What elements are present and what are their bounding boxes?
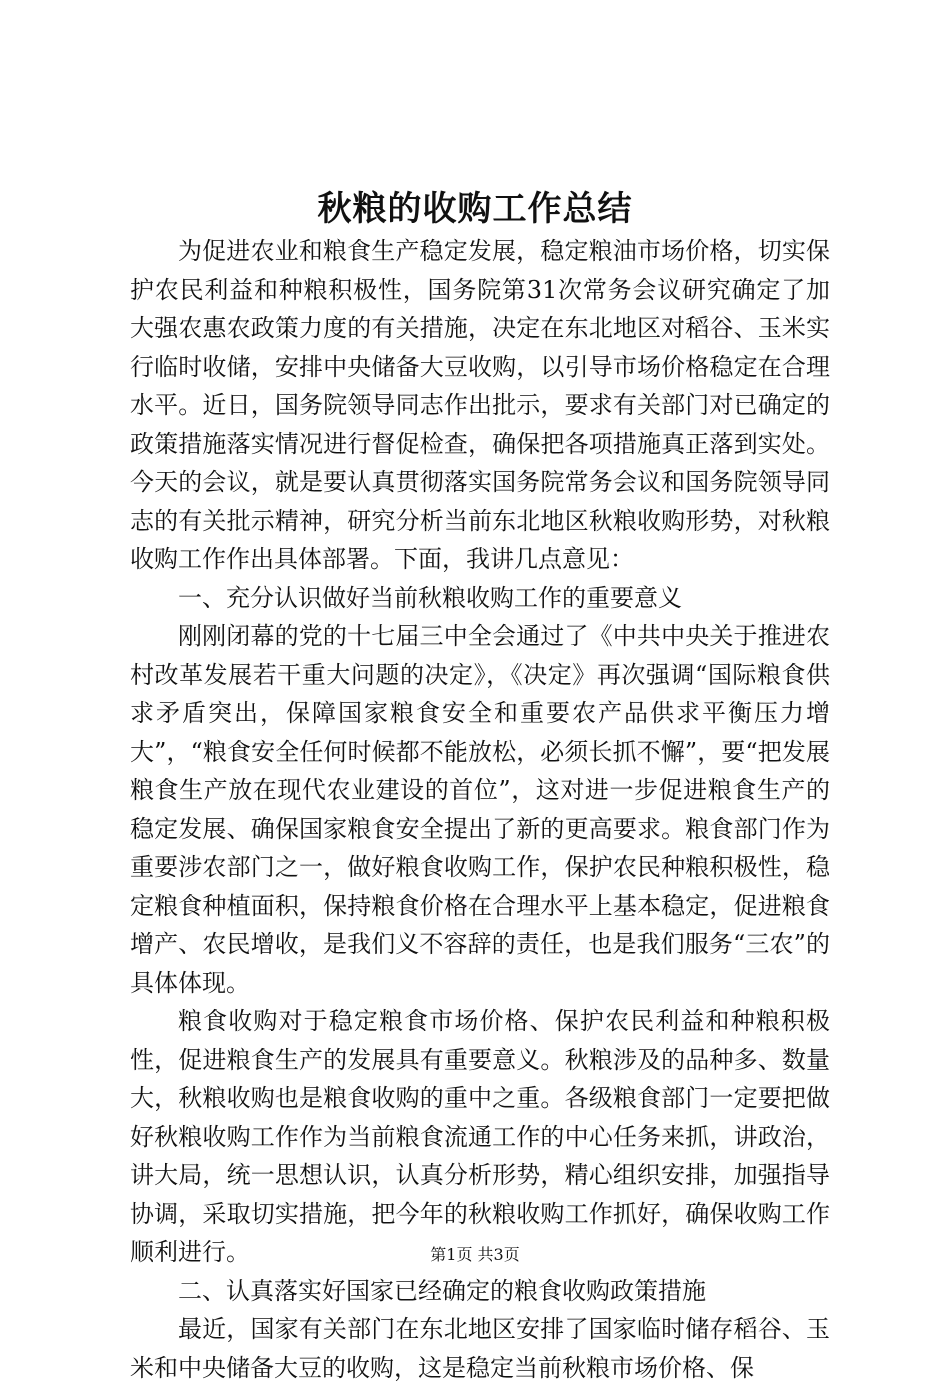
paragraph-intro: 为促进农业和粮食生产稳定发展，稳定粮油市场价格，切实保护农民利益和种粮积极性，国务院第31次常务会议研究确定了加大强农惠农政策力度的有关措施，决定在东北地区对稻谷、玉米实行临时收储，安排中央储备大豆收购，以引导市场价格稳定在合理水平。近日，国务院领导同志作出批示，要求有关部门对已确定的政策措施落实情况进行督促检查，确保把各项措施真正落到实处。今天的会议，就是要认真贯彻落实国务院常务会议和国务院领导同志的有关批示精神，研究分析当前东北地区秋粮收购形势，对秋粮收购工作作出具体部署。下面，我讲几点意见： <box>130 237 830 573</box>
section-heading-1: 一、充分认识做好当前秋粮收购工作的重要意义 <box>178 583 682 612</box>
section-heading-2: 二、认真落实好国家已经确定的粮食收购政策措施 <box>178 1276 706 1305</box>
page-footer: 第1页 共3页 <box>430 1245 520 1264</box>
paragraph-2: 粮食收购对于稳定粮食市场价格、保护农民利益和种粮积极性，促进粮食生产的发展具有重要意义。秋粮涉及的品种多、数量大，秋粮收购也是粮食收购的重中之重。各级粮食部门一定要把做好秋粮收购工作作为当前粮食流通工作的中心任务来抓，讲政治，讲大局，统一思想认识，认真分析形势，精心组织安排，加强指导协调，采取切实措施，把今年的秋粮收购工作抓好，确保收购工作顺利进行。 <box>130 1007 830 1266</box>
paragraph-1: 刚刚闭幕的党的十七届三中全会通过了《中共中央关于推进农村改革发展若干重大问题的决定》，《决定》再次强调“国际粮食供求矛盾突出，保障国家粮食安全和重要农产品供求平衡压力增大”，“粮食安全任何时候都不能放松，必须长抓不懈”，要“把发展粮食生产放在现代农业建设的首位”，这对进一步促进粮食生产的稳定发展、确保国家粮食安全提出了新的更高要求。粮食部门作为重要涉农部门之一，做好粮食收购工作，保护农民种粮积极性，稳定粮食种植面积，保持粮食价格在合理水平上基本稳定，促进粮食增产、农民增收，是我们义不容辞的责任，也是我们服务“三农”的具体体现。 <box>130 622 830 997</box>
document-body <box>130 232 830 1387</box>
document-title: 秋粮的收购工作总结 <box>317 189 633 229</box>
paragraph-3: 最近，国家有关部门在东北地区安排了国家临时储存稻谷、玉米和中央储备大豆的收购，这是稳定当前秋粮市场价格、保 <box>130 1315 830 1382</box>
